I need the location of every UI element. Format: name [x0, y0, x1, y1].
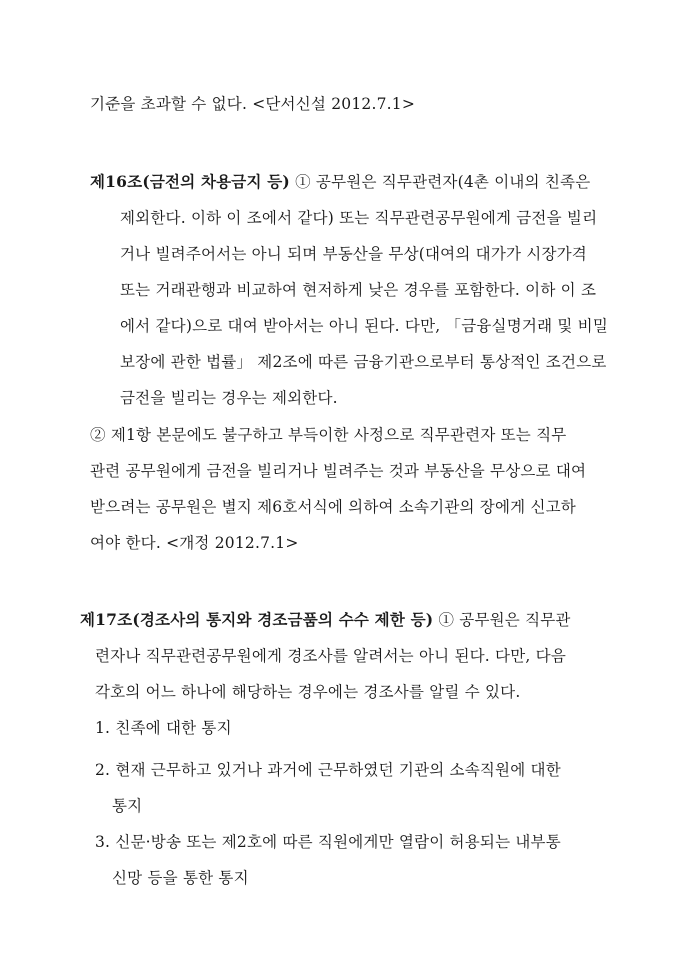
article-17-title: 제17조(경조사의 통지와 경조금품의 수수 제한 등) [80, 610, 434, 629]
article-16-para1-line1: ① 공무원은 직무관련자(4촌 이내의 친족은 [289, 173, 591, 191]
article-16-para2-line4: 여야 한다. <개정 2012.7.1> [90, 534, 299, 552]
article-16-first-line [90, 172, 590, 192]
article-17-item-2-line1: 2. 현재 근무하고 있거나 과거에 근무하였던 기관의 소속직원에 대한 [95, 761, 561, 779]
article-16-para1-line6: 보장에 관한 법률」 제2조에 따른 금융기관으로부터 통상적인 조건으로 [120, 353, 607, 371]
article-17-para1-line2: 련자나 직무관련공무원에게 경조사를 알려서는 아니 된다. 다만, 다음 [95, 647, 566, 665]
article-16-para2-line1: ② 제1항 본문에도 불구하고 부득이한 사정으로 직무관련자 또는 직무 [90, 426, 567, 444]
article-16-title: 제16조(금전의 차용금지 등) [90, 172, 290, 191]
article-17-item-2-line2: 통지 [112, 797, 143, 815]
article-17-item-3-line1: 3. 신문·방송 또는 제2호에 따른 직원에게만 열람이 허용되는 내부통 [95, 833, 561, 851]
article-16-para1-line2: 제외한다. 이하 이 조에서 같다) 또는 직무관련공무원에게 금전을 빌리 [120, 209, 598, 227]
article-17-para1-line3: 각호의 어느 하나에 해당하는 경우에는 경조사를 알릴 수 있다. [95, 683, 521, 701]
article-17-para1-line1: ① 공무원은 직무관 [433, 611, 571, 629]
intro-line-1: 기준을 초과할 수 없다. <단서신설 2012.7.1> [90, 95, 416, 113]
article-16-para2-line3: 받으려는 공무원은 별지 제6호서식에 의하여 소속기관의 장에게 신고하 [90, 498, 576, 516]
article-16-para1-line7: 금전을 빌리는 경우는 제외한다. [120, 389, 338, 407]
article-17-item-1: 1. 친족에 대한 통지 [95, 719, 232, 737]
article-16-para2-line2: 관련 공무원에게 금전을 빌리거나 빌려주는 것과 부동산을 무상으로 대여 [90, 462, 587, 480]
article-16-para1-line3: 거나 빌려주어서는 아니 되며 부동산을 무상(대여의 대가가 시장가격 [120, 245, 587, 263]
article-16-para1-line4: 또는 거래관행과 비교하여 현저하게 낮은 경우를 포함한다. 이하 이 조 [120, 281, 597, 299]
article-16-para1-line5: 에서 같다)으로 대여 받아서는 아니 된다. 다만, 「금융실명거래 및 비밀 [120, 317, 609, 335]
article-17-first-line [80, 610, 571, 630]
article-17-item-3-line2: 신망 등을 통한 통지 [112, 869, 249, 887]
